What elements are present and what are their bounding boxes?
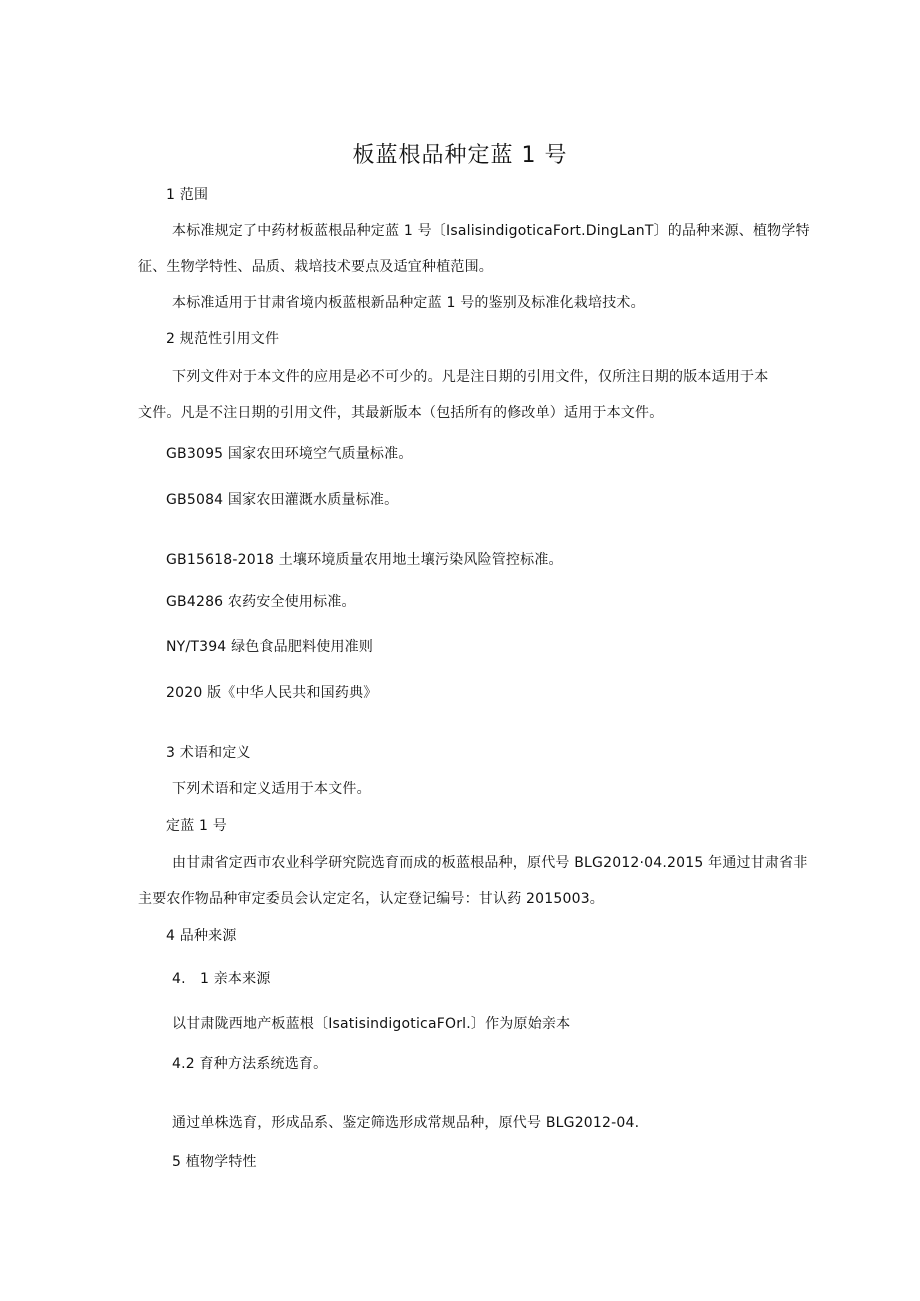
section-heading-botanical-traits: 5 植物学特性 [172,1154,257,1170]
paragraph-line: 主要农作物品种审定委员会认定定名，认定登记编号：甘认药 2015003。 [138,891,604,907]
term-label: 定蓝 1 号 [166,818,228,834]
section-heading-variety-origin: 4 品种来源 [166,928,237,944]
paragraph-line: 征、生物学特性、品质、栽培技术要点及适宜种植范围。 [138,259,493,275]
subsection-heading: 4.2 育种方法系统选育。 [172,1056,328,1072]
paragraph-line: 由甘肃省定西市农业科学研究院选育而成的板蓝根品种，原代号 BLG2012·04.2015 年通过甘肃省非 [172,855,808,871]
paragraph-line: 以甘肃陇西地产板蓝根〔IsatisindigoticaFOrl.〕作为原始亲本 [172,1016,571,1032]
reference-item: 2020 版《中华人民共和国药典》 [166,685,378,701]
reference-item: GB5084 国家农田灌溉水质量标准。 [166,492,399,508]
section-heading-normative-references: 2 规范性引用文件 [166,331,280,347]
reference-item: GB15618-2018 土壤环境质量农用地土壤污染风险管控标准。 [166,552,563,568]
page-title: 板蓝根品种定蓝 1 号 [352,143,568,168]
paragraph-line: 下列术语和定义适用于本文件。 [172,781,371,797]
paragraph-line: 文件。凡是不注日期的引用文件，其最新版本（包括所有的修改单）适用于本文件。 [138,405,664,421]
section-heading-scope: 1 范围 [166,187,209,203]
reference-item: NY/T394 绿色食品肥料使用准则 [166,639,374,655]
section-heading-terms: 3 术语和定义 [166,745,251,761]
paragraph-line: 通过单株选育，形成品系、鉴定筛选形成常规品种，原代号 BLG2012-04. [172,1115,640,1131]
reference-item: GB4286 农药安全使用标准。 [166,594,356,610]
reference-item: GB3095 国家农田环境空气质量标准。 [166,446,413,462]
subsection-heading: 4. 1 亲本来源 [172,971,271,987]
paragraph-line: 本标准适用于甘肃省境内板蓝根新品种定蓝 1 号的鉴别及标准化栽培技术。 [172,295,645,311]
paragraph-line: 下列文件对于本文件的应用是必不可少的。凡是注日期的引用文件，仅所注日期的版本适用于本 [172,369,769,385]
paragraph-line: 本标准规定了中药材板蓝根品种定蓝 1 号〔IsalisindigoticaFort.DingLanT〕的品种来源、植物学特 [172,223,810,239]
